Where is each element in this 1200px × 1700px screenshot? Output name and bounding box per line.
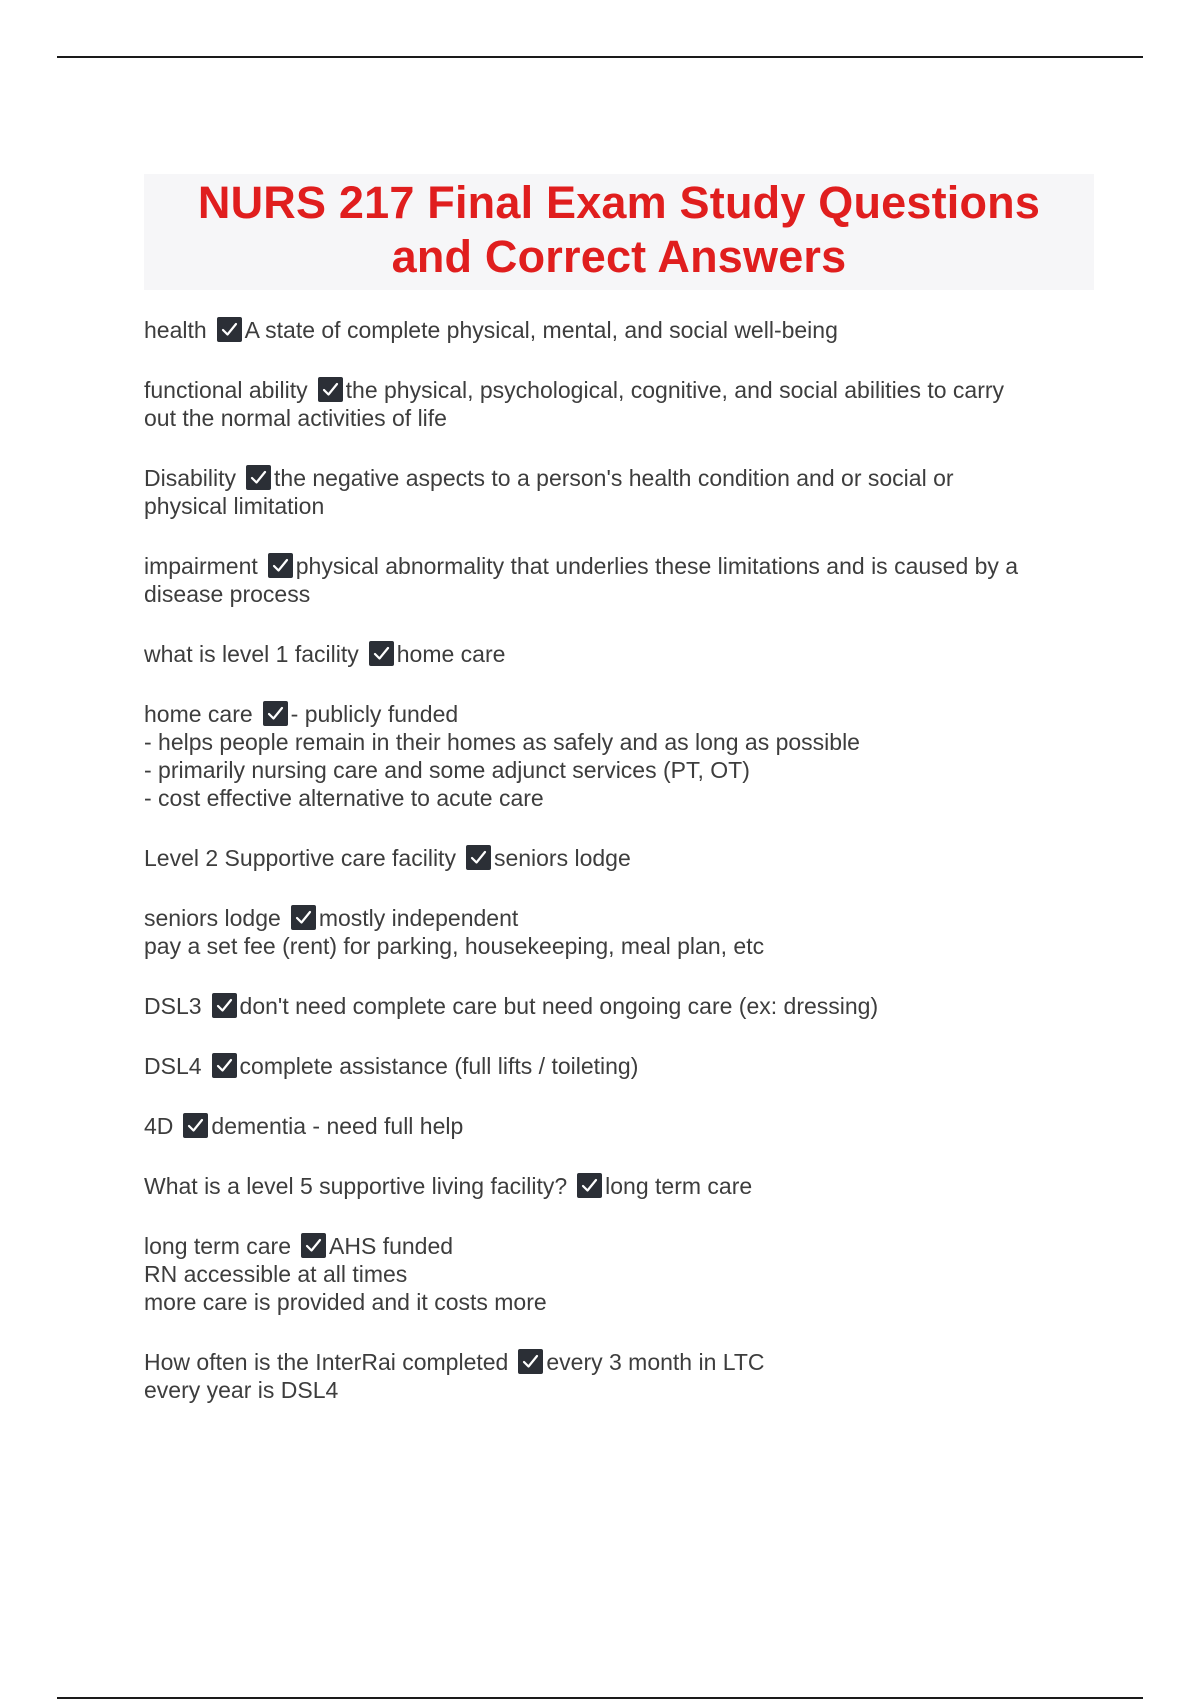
entry-answer-text: physical abnormality that underlies these limitations and is caused by a bbox=[295, 553, 1019, 579]
answer-continuation-line bbox=[144, 1260, 1094, 1288]
checkmark-box-icon bbox=[466, 845, 491, 870]
flashcard-entry bbox=[144, 464, 1094, 520]
entry-term: functional ability bbox=[144, 377, 308, 403]
entry-first-line bbox=[144, 640, 1094, 668]
checkmark-box-icon bbox=[217, 317, 242, 342]
entry-answer-text: - publicly funded bbox=[290, 701, 459, 727]
flashcard-list bbox=[144, 316, 1094, 1404]
entry-first-line bbox=[144, 376, 1094, 404]
entry-term: seniors lodge bbox=[144, 905, 281, 931]
entry-first-line bbox=[144, 904, 1094, 932]
entry-answer-text: - helps people remain in their homes as safely and as long as possible bbox=[144, 729, 860, 755]
entry-first-line bbox=[144, 844, 1094, 872]
flashcard-entry bbox=[144, 992, 1094, 1020]
entry-first-line bbox=[144, 1112, 1094, 1140]
entry-term: Level 2 Supportive care facility bbox=[144, 845, 456, 871]
entry-term: long term care bbox=[144, 1233, 292, 1259]
entry-answer-text: physical limitation bbox=[144, 493, 325, 519]
entry-term: what is level 1 facility bbox=[144, 641, 359, 667]
entry-first-line bbox=[144, 316, 1094, 344]
flashcard-entry bbox=[144, 700, 1094, 812]
checkmark-box-icon bbox=[577, 1173, 602, 1198]
title-banner bbox=[144, 174, 1094, 290]
flashcard-entry bbox=[144, 1232, 1094, 1316]
entry-first-line bbox=[144, 1172, 1094, 1200]
checkmark-box-icon bbox=[518, 1349, 543, 1374]
document-title bbox=[154, 176, 1084, 284]
answer-continuation-line bbox=[144, 1376, 1094, 1404]
entry-answer-text: out the normal activities of life bbox=[144, 405, 447, 431]
flashcard-entry bbox=[144, 316, 1094, 344]
checkmark-box-icon bbox=[369, 641, 394, 666]
entry-term: health bbox=[144, 317, 207, 343]
checkmark-box-icon bbox=[318, 377, 343, 402]
entry-answer-text: more care is provided and it costs more bbox=[144, 1289, 547, 1315]
entry-term: How often is the InterRai completed bbox=[144, 1349, 509, 1375]
answer-continuation-line bbox=[144, 492, 1094, 520]
entry-answer-text: - cost effective alternative to acute care bbox=[144, 785, 544, 811]
entry-answer-text: mostly independent bbox=[318, 905, 519, 931]
title-line-2: and Correct Answers bbox=[391, 231, 847, 282]
entry-answer-text: AHS funded bbox=[329, 1233, 454, 1259]
checkmark-box-icon bbox=[246, 465, 271, 490]
checkmark-box-icon bbox=[183, 1113, 208, 1138]
entry-first-line bbox=[144, 464, 1094, 492]
answer-continuation-line bbox=[144, 756, 1094, 784]
entry-first-line bbox=[144, 552, 1094, 580]
checkmark-box-icon bbox=[291, 905, 316, 930]
entry-first-line bbox=[144, 1348, 1094, 1376]
entry-answer-text: the physical, psychological, cognitive, and social abilities to carry bbox=[345, 377, 1005, 403]
top-rule bbox=[57, 56, 1143, 58]
title-line-1: NURS 217 Final Exam Study Questions bbox=[197, 177, 1041, 228]
bottom-rule bbox=[57, 1697, 1143, 1699]
checkmark-box-icon bbox=[301, 1233, 326, 1258]
answer-continuation-line bbox=[144, 932, 1094, 960]
flashcard-entry bbox=[144, 376, 1094, 432]
entry-answer-text: the negative aspects to a person's health condition and or social or bbox=[274, 465, 954, 491]
flashcard-entry bbox=[144, 904, 1094, 960]
entry-first-line bbox=[144, 992, 1094, 1020]
answer-continuation-line bbox=[144, 728, 1094, 756]
entry-term: DSL3 bbox=[144, 993, 202, 1019]
entry-answer-text: complete assistance (full lifts / toileting) bbox=[239, 1053, 639, 1079]
entry-term: home care bbox=[144, 701, 253, 727]
answer-continuation-line bbox=[144, 580, 1094, 608]
entry-first-line bbox=[144, 700, 1094, 728]
entry-answer-text: disease process bbox=[144, 581, 311, 607]
flashcard-entry bbox=[144, 1052, 1094, 1080]
checkmark-box-icon bbox=[268, 553, 293, 578]
flashcard-entry bbox=[144, 1172, 1094, 1200]
document-body bbox=[144, 174, 1094, 1436]
entry-answer-text: every 3 month in LTC bbox=[546, 1349, 765, 1375]
flashcard-entry bbox=[144, 640, 1094, 668]
answer-continuation-line bbox=[144, 784, 1094, 812]
entry-term: impairment bbox=[144, 553, 258, 579]
entry-answer-text: dementia - need full help bbox=[211, 1113, 464, 1139]
entry-answer-text: - primarily nursing care and some adjunct services (PT, OT) bbox=[144, 757, 750, 783]
checkmark-box-icon bbox=[212, 993, 237, 1018]
checkmark-box-icon bbox=[212, 1053, 237, 1078]
entry-first-line bbox=[144, 1232, 1094, 1260]
entry-answer-text: A state of complete physical, mental, and social well-being bbox=[244, 317, 838, 343]
entry-term: 4D bbox=[144, 1113, 174, 1139]
flashcard-entry bbox=[144, 1348, 1094, 1404]
entry-answer-text: long term care bbox=[605, 1173, 753, 1199]
entry-answer-text: every year is DSL4 bbox=[144, 1377, 339, 1403]
entry-term: DSL4 bbox=[144, 1053, 202, 1079]
answer-continuation-line bbox=[144, 1288, 1094, 1316]
answer-continuation-line bbox=[144, 404, 1094, 432]
entry-answer-text: home care bbox=[396, 641, 506, 667]
flashcard-entry bbox=[144, 844, 1094, 872]
entry-answer-text: don't need complete care but need ongoing care (ex: dressing) bbox=[239, 993, 879, 1019]
flashcard-entry bbox=[144, 552, 1094, 608]
entry-answer-text: seniors lodge bbox=[493, 845, 631, 871]
entry-first-line bbox=[144, 1052, 1094, 1080]
checkmark-box-icon bbox=[263, 701, 288, 726]
flashcard-entry bbox=[144, 1112, 1094, 1140]
entry-term: Disability bbox=[144, 465, 237, 491]
entry-term: What is a level 5 supportive living facility? bbox=[144, 1173, 568, 1199]
entry-answer-text: RN accessible at all times bbox=[144, 1261, 408, 1287]
entry-answer-text: pay a set fee (rent) for parking, housekeeping, meal plan, etc bbox=[144, 933, 765, 959]
